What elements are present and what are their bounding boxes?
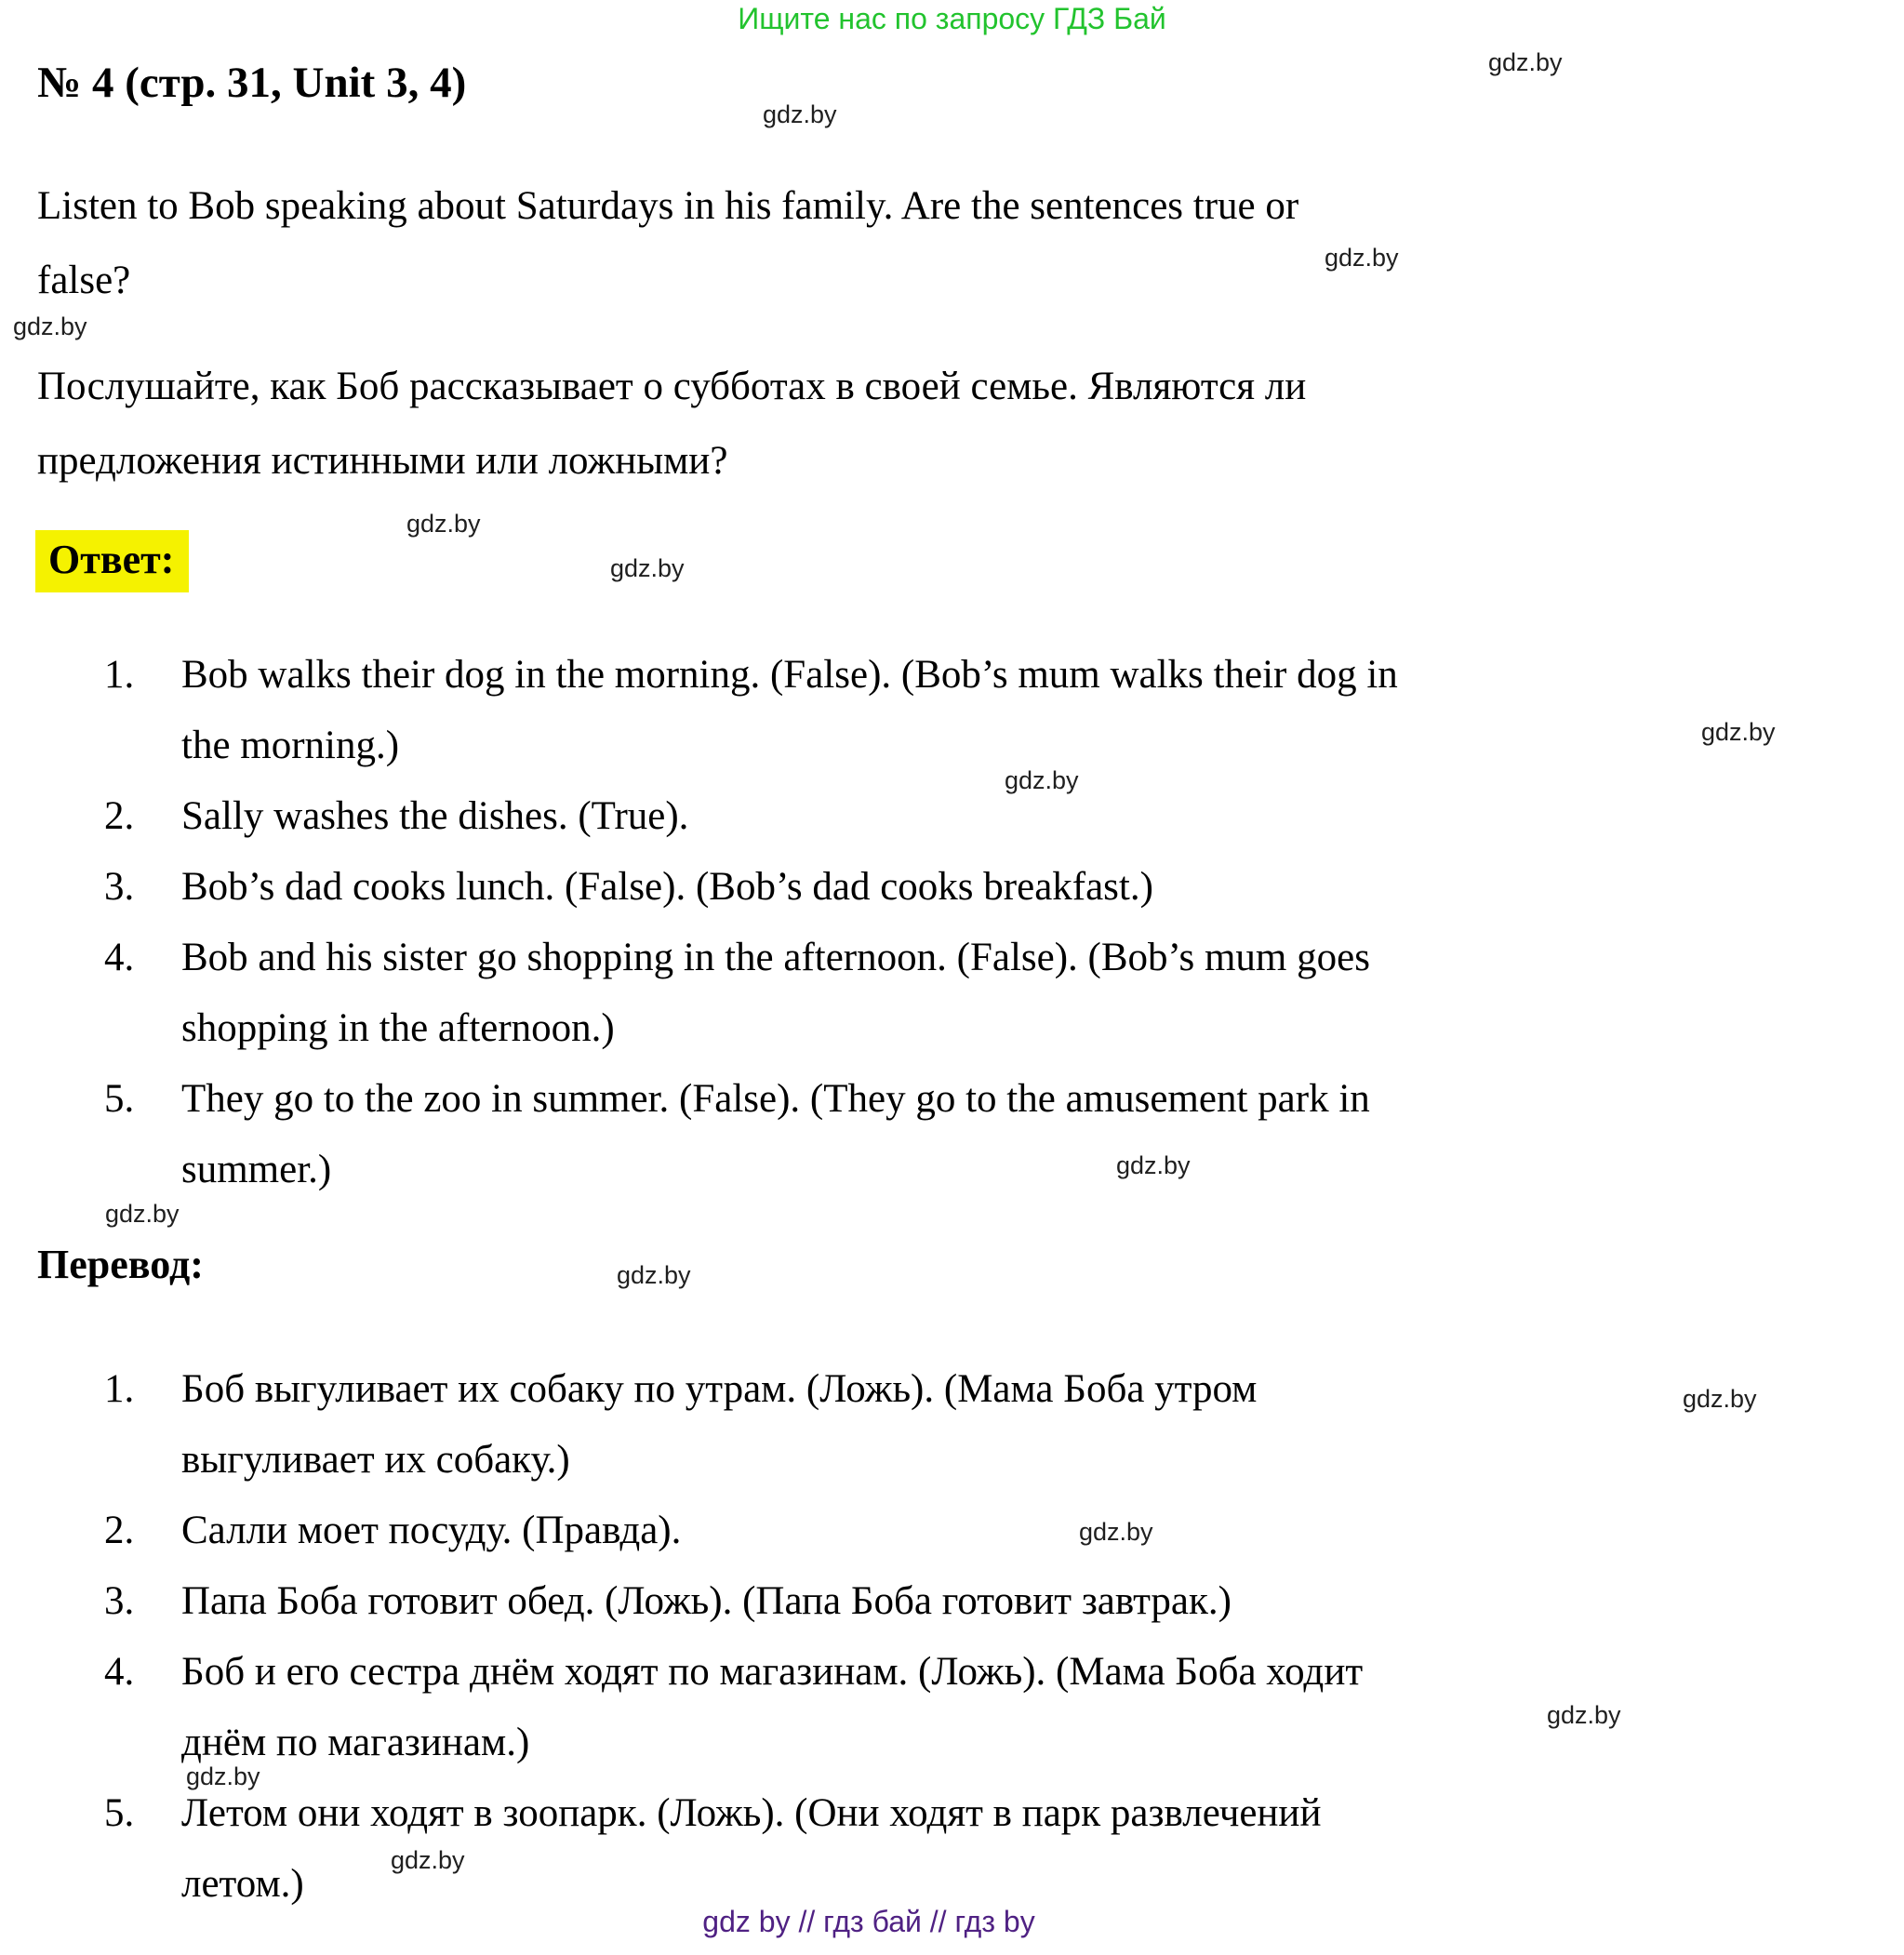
gdz-watermark: gdz.by [610, 554, 685, 582]
translation-item [104, 1637, 1844, 1778]
gdz-watermark: gdz.by [1079, 1518, 1153, 1546]
translation-item [104, 1778, 1844, 1920]
answer-item-line: Bob’s dad cooks lunch. (False). (Bob’s dad cooks breakfast.) [181, 865, 1153, 909]
answer-item-line: shopping in the afternoon.) [181, 1006, 615, 1050]
answer-item-line: the morning.) [181, 724, 400, 767]
gdz-watermark: gdz.by [1701, 718, 1776, 746]
task-text-en [37, 169, 1842, 318]
list-item-number: 3. [104, 1579, 135, 1623]
list-item-number: 2. [104, 794, 135, 838]
translation-list [104, 1354, 1844, 1920]
list-item-number: 1. [104, 653, 135, 697]
gdz-watermark: gdz.by [1116, 1151, 1191, 1179]
task-en-line: false? [37, 259, 131, 302]
list-item-number: 4. [104, 936, 135, 979]
answer-item [104, 781, 1844, 852]
list-item-number: 5. [104, 1791, 135, 1835]
list-item-number: 2. [104, 1509, 135, 1552]
answer-item [104, 923, 1844, 1064]
answer-item-line: summer.) [181, 1148, 332, 1191]
gdz-watermark: gdz.by [1005, 766, 1079, 794]
list-item-number: 5. [104, 1077, 135, 1121]
task-ru-line: предложения истинными или ложными? [37, 439, 728, 483]
list-item-number: 4. [104, 1650, 135, 1694]
task-en-line: Listen to Bob speaking about Saturdays in his family. Are the sentences true or [37, 184, 1299, 228]
translation-item-line: днём по магазинам.) [181, 1721, 530, 1764]
gdz-watermark: gdz.by [406, 510, 481, 538]
gdz-watermark: gdz.by [391, 1846, 465, 1874]
list-item-number: 3. [104, 865, 135, 909]
answer-item [104, 1064, 1844, 1205]
answer-item-line: Sally washes the dishes. (True). [181, 794, 689, 838]
gdz-watermark: gdz.by [186, 1762, 260, 1790]
translation-item-line: Салли моет посуду. (Правда). [181, 1509, 682, 1552]
translation-item-line: Боб и его сестра днём ходят по магазинам. (Ложь). (Мама Боба ходит [181, 1650, 1364, 1694]
gdz-watermark: gdz.by [1547, 1701, 1621, 1729]
gdz-watermark: gdz.by [1488, 48, 1563, 76]
gdz-watermark: gdz.by [617, 1261, 691, 1289]
answer-item-line: Bob and his sister go shopping in the afternoon. (False). (Bob’s mum goes [181, 936, 1370, 979]
answer-item [104, 852, 1844, 923]
answer-item-line: Bob walks their dog in the morning. (False). (Bob’s mum walks their dog in [181, 653, 1398, 697]
translation-item-line: Боб выгуливает их собаку по утрам. (Ложь). (Мама Боба утром [181, 1367, 1258, 1411]
footer-brand-text: gdz by // гдз бай // гдз by [702, 1905, 1035, 1938]
gdz-watermark: gdz.by [763, 100, 837, 128]
answer-item-line: They go to the zoo in summer. (False). (They go to the amusement park in [181, 1077, 1370, 1121]
answer-label: Ответ: [35, 530, 189, 592]
answer-list [104, 640, 1844, 1205]
promo-banner: Ищите нас по запросу ГДЗ Бай [738, 2, 1166, 35]
gdz-watermark: gdz.by [1683, 1385, 1757, 1413]
task-text-ru [37, 350, 1842, 499]
translation-item-line: Папа Боба готовит обед. (Ложь). (Папа Боба готовит завтрак.) [181, 1579, 1232, 1623]
gdz-watermark: gdz.by [1325, 244, 1399, 272]
translation-label: Перевод: [37, 1242, 204, 1287]
translation-item-line: летом.) [181, 1862, 304, 1906]
translation-item-line: Летом они ходят в зоопарк. (Ложь). (Они ходят в парк развлечений [181, 1791, 1322, 1835]
task-ru-line: Послушайте, как Боб рассказывает о субботах в своей семье. Являются ли [37, 365, 1307, 408]
translation-item [104, 1354, 1844, 1496]
exercise-title: № 4 (стр. 31, Unit 3, 4) [37, 59, 467, 107]
list-item-number: 1. [104, 1367, 135, 1411]
translation-item [104, 1496, 1844, 1566]
translation-item-line: выгуливает их собаку.) [181, 1438, 570, 1482]
answer-item [104, 640, 1844, 781]
translation-item [104, 1566, 1844, 1637]
gdz-watermark: gdz.by [105, 1200, 180, 1228]
gdz-watermark: gdz.by [13, 313, 87, 340]
